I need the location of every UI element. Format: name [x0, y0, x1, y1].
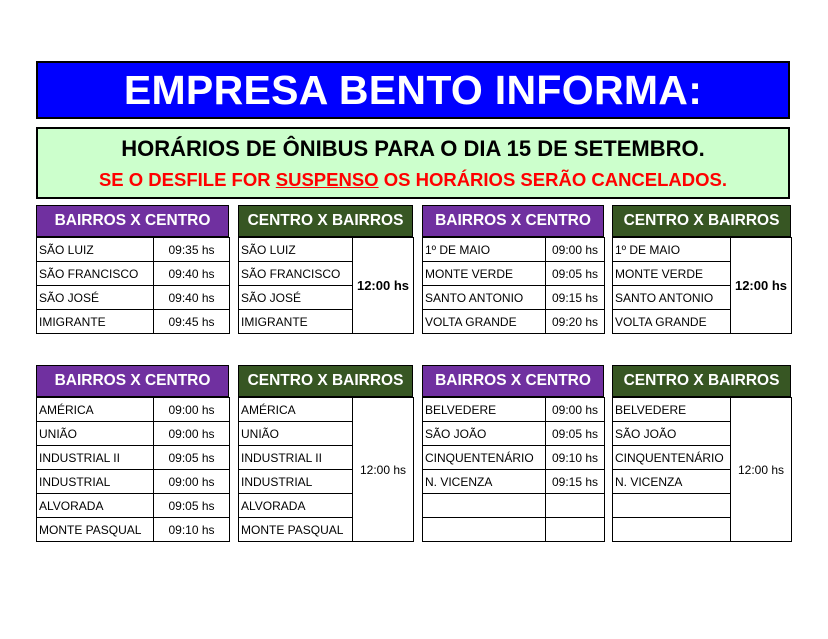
neighborhood-cell: [613, 494, 731, 518]
table-row: [37, 286, 230, 310]
table-row: [423, 398, 605, 422]
neighborhood-cell: SÃO JOÃO: [423, 422, 546, 446]
table-row: [423, 238, 605, 262]
departure-time-cell: 12:00 hs: [353, 238, 414, 334]
neighborhood-cell: SÃO FRANCISCO: [37, 262, 154, 286]
schedule-table-top-right-bairros: [422, 237, 605, 334]
neighborhood-cell: MONTE PASQUAL: [37, 518, 154, 542]
notice-after: OS HORÁRIOS SERÃO CANCELADOS.: [378, 169, 728, 190]
header-centro-bairros: CENTRO X BAIRROS: [612, 205, 791, 237]
departure-time-cell: 12:00 hs: [731, 238, 792, 334]
departure-time-cell: 12:00 hs: [731, 398, 792, 542]
neighborhood-cell: CINQUENTENÁRIO: [423, 446, 546, 470]
neighborhood-cell: SANTO ANTONIO: [613, 286, 731, 310]
table-row: [239, 398, 414, 422]
neighborhood-cell: [613, 518, 731, 542]
time-cell: [546, 494, 605, 518]
table-row: [37, 422, 230, 446]
neighborhood-cell: INDUSTRIAL: [37, 470, 154, 494]
neighborhood-cell: SANTO ANTONIO: [423, 286, 546, 310]
neighborhood-cell: INDUSTRIAL: [239, 470, 353, 494]
notice-before: SE O DESFILE FOR: [98, 169, 276, 190]
notice-emphasis: SUSPENSO: [275, 169, 379, 190]
time-cell: 09:35 hs: [154, 238, 230, 262]
time-cell: 09:00 hs: [546, 398, 605, 422]
schedule-table-top-left-bairros: [36, 237, 230, 334]
table-row: [37, 398, 230, 422]
header-bairros-centro: BAIRROS X CENTRO: [36, 365, 229, 397]
header-bairros-centro: BAIRROS X CENTRO: [422, 205, 604, 237]
table-row: [239, 238, 414, 262]
schedule-table-top-right-centro: [612, 237, 792, 334]
time-cell: 09:10 hs: [154, 518, 230, 542]
neighborhood-cell: SÃO JOSÉ: [37, 286, 154, 310]
table-row: [423, 470, 605, 494]
neighborhood-cell: ALVORADA: [37, 494, 154, 518]
neighborhood-cell: BELVEDERE: [423, 398, 546, 422]
cancellation-notice: [38, 169, 788, 191]
header-centro-bairros: CENTRO X BAIRROS: [612, 365, 791, 397]
table-row: [423, 446, 605, 470]
neighborhood-cell: SÃO JOÃO: [613, 422, 731, 446]
page-title: EMPRESA BENTO INFORMA:: [123, 66, 703, 113]
time-cell: 09:05 hs: [546, 262, 605, 286]
neighborhood-cell: VOLTA GRANDE: [613, 310, 731, 334]
neighborhood-cell: [423, 518, 546, 542]
neighborhood-cell: N. VICENZA: [613, 470, 731, 494]
departure-time-cell: 12:00 hs: [353, 398, 414, 542]
subtitle-box: [36, 127, 790, 199]
neighborhood-cell: VOLTA GRANDE: [423, 310, 546, 334]
neighborhood-cell: SÃO JOSÉ: [239, 286, 353, 310]
schedule-table-bottom-left-bairros: [36, 397, 230, 542]
table-row: [613, 398, 792, 422]
time-cell: 09:40 hs: [154, 286, 230, 310]
neighborhood-cell: [423, 494, 546, 518]
title-banner: [36, 61, 790, 119]
table-row: [37, 262, 230, 286]
header-bairros-centro: BAIRROS X CENTRO: [36, 205, 229, 237]
neighborhood-cell: IMIGRANTE: [37, 310, 154, 334]
time-cell: 09:15 hs: [546, 470, 605, 494]
neighborhood-cell: SÃO LUIZ: [37, 238, 154, 262]
table-row: [613, 238, 792, 262]
neighborhood-cell: IMIGRANTE: [239, 310, 353, 334]
header-bairros-centro: BAIRROS X CENTRO: [422, 365, 604, 397]
table-row: [423, 286, 605, 310]
neighborhood-cell: MONTE PASQUAL: [239, 518, 353, 542]
time-cell: 09:40 hs: [154, 262, 230, 286]
table-row: [423, 262, 605, 286]
time-cell: 09:10 hs: [546, 446, 605, 470]
neighborhood-cell: SÃO FRANCISCO: [239, 262, 353, 286]
time-cell: 09:15 hs: [546, 286, 605, 310]
neighborhood-cell: INDUSTRIAL II: [239, 446, 353, 470]
time-cell: 09:00 hs: [546, 238, 605, 262]
neighborhood-cell: INDUSTRIAL II: [37, 446, 154, 470]
time-cell: 09:00 hs: [154, 422, 230, 446]
table-row: [423, 310, 605, 334]
time-cell: 09:20 hs: [546, 310, 605, 334]
table-row: [37, 518, 230, 542]
schedule-table-bottom-left-centro: [238, 397, 414, 542]
schedule-table-top-left-centro: [238, 237, 414, 334]
neighborhood-cell: UNIÃO: [239, 422, 353, 446]
table-row: [423, 422, 605, 446]
neighborhood-cell: AMÉRICA: [37, 398, 154, 422]
table-row: [37, 446, 230, 470]
table-row: [37, 470, 230, 494]
time-cell: 09:00 hs: [154, 398, 230, 422]
neighborhood-cell: N. VICENZA: [423, 470, 546, 494]
neighborhood-cell: 1º DE MAIO: [423, 238, 546, 262]
neighborhood-cell: MONTE VERDE: [423, 262, 546, 286]
table-row: [423, 494, 605, 518]
neighborhood-cell: UNIÃO: [37, 422, 154, 446]
table-row: [37, 310, 230, 334]
neighborhood-cell: SÃO LUIZ: [239, 238, 353, 262]
header-centro-bairros: CENTRO X BAIRROS: [238, 365, 413, 397]
neighborhood-cell: BELVEDERE: [613, 398, 731, 422]
schedule-table-bottom-right-centro: [612, 397, 792, 542]
time-cell: 09:05 hs: [154, 494, 230, 518]
header-centro-bairros: CENTRO X BAIRROS: [238, 205, 413, 237]
table-row: [37, 494, 230, 518]
schedule-table-bottom-right-bairros: [422, 397, 605, 542]
table-row: [37, 238, 230, 262]
time-cell: 09:00 hs: [154, 470, 230, 494]
neighborhood-cell: MONTE VERDE: [613, 262, 731, 286]
schedule-date-heading: HORÁRIOS DE ÔNIBUS PARA O DIA 15 DE SETEMBRO.: [121, 136, 705, 161]
time-cell: 09:05 hs: [154, 446, 230, 470]
neighborhood-cell: AMÉRICA: [239, 398, 353, 422]
neighborhood-cell: CINQUENTENÁRIO: [613, 446, 731, 470]
neighborhood-cell: ALVORADA: [239, 494, 353, 518]
time-cell: 09:45 hs: [154, 310, 230, 334]
time-cell: [546, 518, 605, 542]
table-row: [423, 518, 605, 542]
time-cell: 09:05 hs: [546, 422, 605, 446]
neighborhood-cell: 1º DE MAIO: [613, 238, 731, 262]
